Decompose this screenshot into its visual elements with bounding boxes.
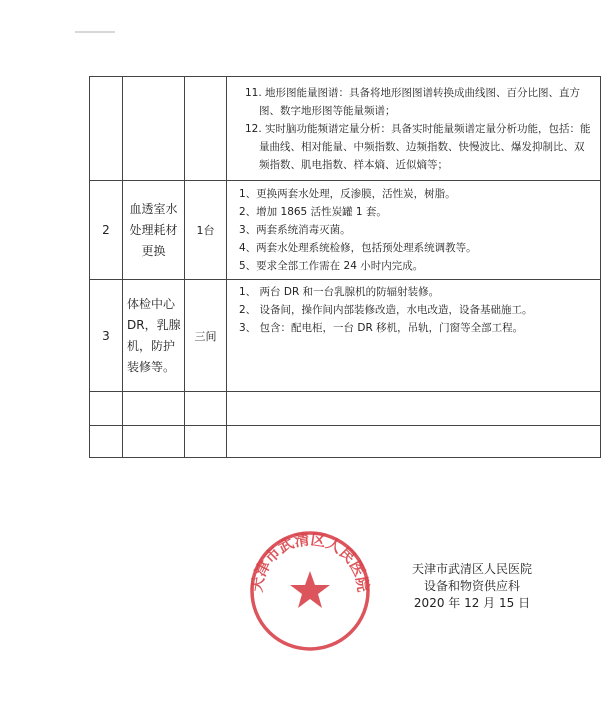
empty-cell — [90, 426, 123, 458]
item-name-line: 血透室水 — [129, 201, 178, 216]
requirement-line: 2、增加 1865 活性炭罐 1 套。 — [239, 206, 387, 218]
item-name-line: 体检中心 — [127, 296, 176, 311]
scan-artifact — [75, 31, 115, 33]
item-quantity: 1台 — [185, 181, 227, 280]
item-name-line: 更换 — [141, 243, 166, 258]
item-name-line: 处理耗材 — [129, 222, 178, 237]
empty-cell — [123, 426, 185, 458]
item-name — [123, 181, 185, 280]
item-name — [123, 280, 185, 392]
empty-cell — [90, 392, 123, 426]
requirement-line: 11. 地形图能量图谱：具备将地形图图谱转换成曲线图、百分比图、直方图、数字地形图等能量频谱； — [245, 86, 581, 117]
official-seal — [247, 528, 373, 654]
signature-date: 2020 年 12 月 15 日 — [413, 596, 531, 610]
item-name-line: DR，乳腺 — [127, 317, 181, 332]
signature-block — [412, 561, 532, 612]
requirement-line: 1、更换两套水处理，反渗膜，活性炭，树脂。 — [239, 188, 456, 200]
row-number: 3 — [90, 280, 123, 392]
item-name-line: 机，防护 — [127, 338, 176, 353]
requirement-line: 4、两套水处理系统检修，包括预处理系统调教等。 — [239, 242, 477, 254]
empty-cell — [185, 392, 227, 426]
requirements-table — [89, 76, 601, 458]
signature-dept: 设备和物资供应科 — [423, 579, 520, 593]
empty-cell — [123, 392, 185, 426]
empty-cell — [227, 426, 601, 458]
item-name-line: 装修等。 — [127, 359, 176, 374]
table-row — [90, 77, 601, 181]
seal-text: 天津市武清区人民医院 — [247, 530, 373, 594]
requirement-line: 12. 实时脑功能频谱定量分析：具备实时能量频谱定量分析功能，包括：能量曲线、相对能量、中频指数、边频指数、快慢波比、爆发抑制比、双频指数、肌电指数、样本熵、近似熵等； — [245, 122, 591, 171]
item-quantity: 三间 — [185, 280, 227, 392]
table-row — [90, 181, 601, 280]
item-requirements — [227, 77, 601, 181]
item-quantity — [185, 77, 227, 181]
row-number: 2 — [90, 181, 123, 280]
requirement-line: 2、 设备间，操作间内部装修改造，水电改造，设备基础施工。 — [239, 304, 533, 316]
requirement-line: 5、要求全部工作需在 24 小时内完成。 — [239, 260, 424, 272]
table-row-empty — [90, 426, 601, 458]
signature-org: 天津市武清区人民医院 — [412, 562, 533, 576]
row-number — [90, 77, 123, 181]
item-name — [123, 77, 185, 181]
requirement-line: 1、 两台 DR 和一台乳腺机的防辐射装修。 — [239, 286, 440, 298]
requirement-line: 3、 包含：配电柜，一台 DR 移机，吊轨，门窗等全部工程。 — [239, 322, 524, 334]
seal-star-icon — [290, 571, 330, 608]
requirement-line: 3、两套系统消毒灭菌。 — [239, 224, 351, 236]
empty-cell — [227, 392, 601, 426]
item-requirements — [227, 280, 601, 392]
item-requirements — [227, 181, 601, 280]
table-row-empty — [90, 392, 601, 426]
empty-cell — [185, 426, 227, 458]
table-row — [90, 280, 601, 392]
